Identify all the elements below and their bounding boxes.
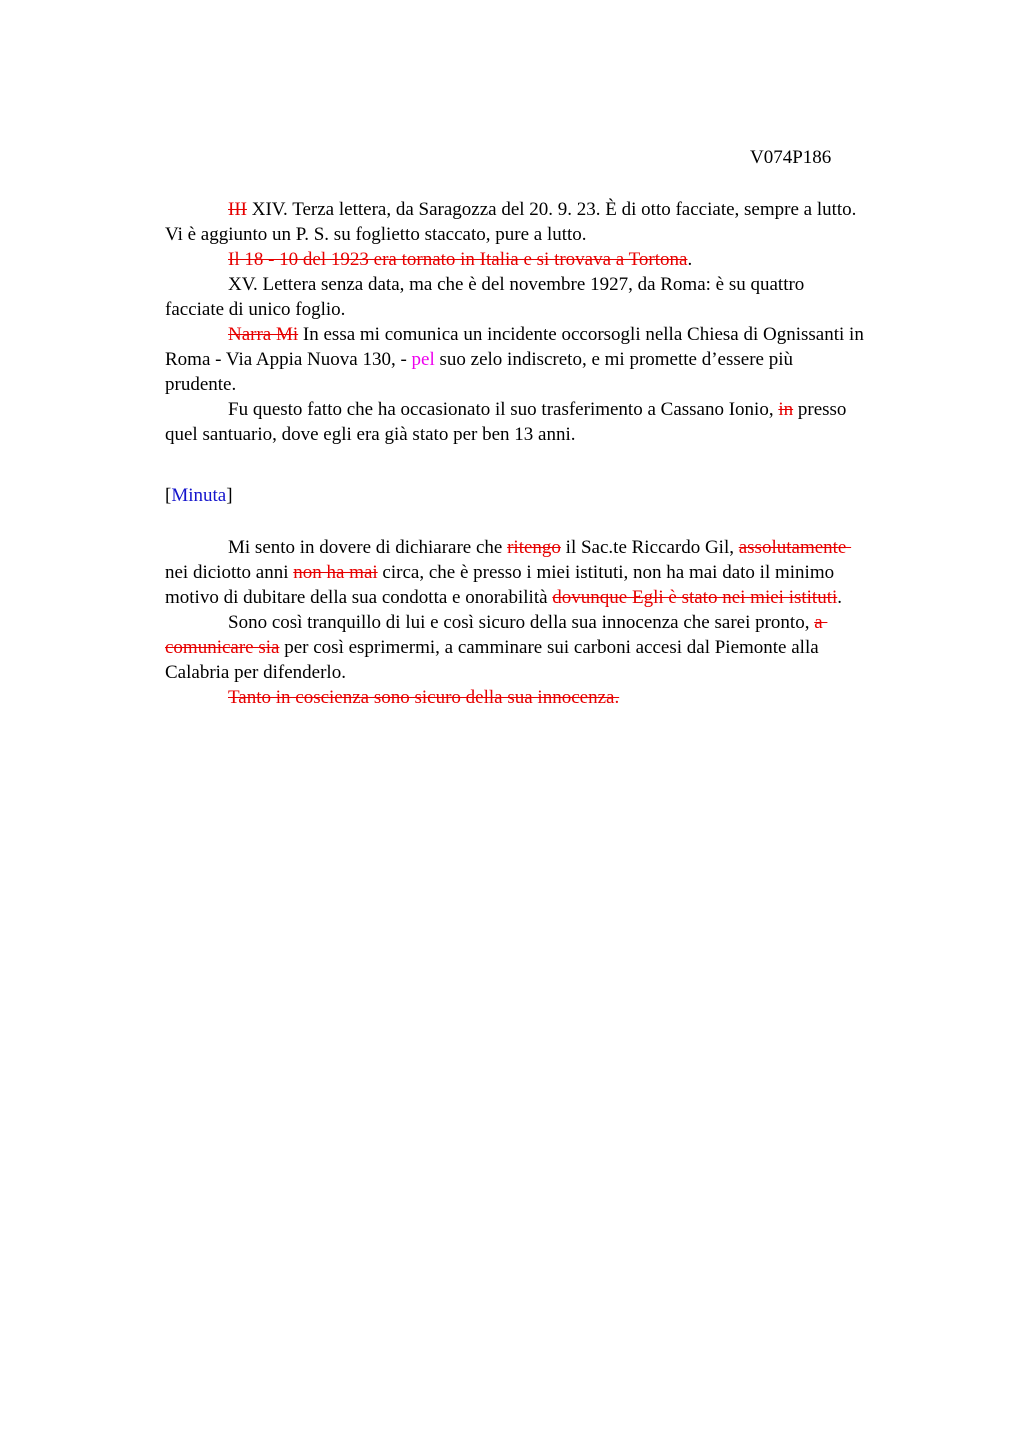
text-line — [165, 585, 985, 610]
text-line — [165, 372, 985, 397]
deleted-text: Il 18 - 10 del 1923 era tornato in Italia e si trovava a Tortona — [228, 249, 688, 270]
body-text: . — [837, 587, 843, 608]
body-text: Fu questo fatto che ha occasionato il suo trasferimento a Cassano Ionio, — [228, 399, 779, 420]
text-line — [165, 635, 985, 660]
paragraph — [165, 322, 985, 397]
text-line — [165, 197, 985, 222]
deleted-text: ritengo — [507, 537, 561, 558]
text-line — [165, 685, 985, 710]
text-line — [165, 297, 985, 322]
paragraph — [165, 397, 985, 447]
document-code: V074P186 — [750, 147, 832, 168]
body-text: quel santuario, dove egli era già stato per ben 13 anni. — [165, 424, 576, 445]
body-text: ] — [226, 485, 233, 506]
document-body — [165, 197, 985, 710]
body-text: per così esprimermi, a camminare sui carboni accesi dal Piemonte alla — [279, 637, 819, 658]
text-line — [165, 560, 985, 585]
deleted-text: Narra Mi — [228, 324, 299, 345]
text-line — [165, 247, 985, 272]
deleted-text: Tanto in coscienza sono sicuro della sua innocenza. — [228, 687, 620, 708]
deleted-text: comunicare sia — [165, 637, 280, 658]
body-text: Roma - Via Appia Nuova 130, - — [165, 349, 412, 370]
text-line — [165, 222, 985, 247]
paragraph — [165, 197, 985, 247]
text-line — [165, 610, 985, 635]
deleted-text: a — [814, 612, 828, 633]
deleted-text: assolutamente — [738, 537, 852, 558]
document-content — [165, 145, 985, 710]
text-line — [165, 322, 985, 347]
paragraph — [165, 272, 985, 322]
deleted-text: in — [778, 399, 794, 420]
text-line — [165, 347, 985, 372]
deleted-text: dovunque Egli è stato nei miei istituti — [552, 587, 838, 608]
body-text: XIV. Terza lettera, da Saragozza del 20. 9. 23. È di otto facciate, sempre a lutto. — [246, 199, 857, 220]
body-text: Calabria per difenderlo. — [165, 662, 346, 683]
text-line — [165, 422, 985, 447]
text-line — [165, 660, 985, 685]
body-text: presso — [793, 399, 847, 420]
body-text: In essa mi comunica un incidente occorsogli nella Chiesa di Ognissanti in — [298, 324, 864, 345]
paragraph — [165, 685, 985, 710]
paragraph — [165, 535, 985, 610]
deleted-text: non ha mai — [293, 562, 378, 583]
text-line — [165, 272, 985, 297]
body-text: nei diciotto anni — [165, 562, 294, 583]
body-text: XV. Lettera senza data, ma che è del novembre 1927, da Roma: è su quattro — [228, 274, 805, 295]
body-text: suo zelo indiscreto, e mi promette d’essere più — [434, 349, 794, 370]
text-line — [165, 397, 985, 422]
body-text: prudente. — [165, 374, 237, 395]
body-text: [ — [165, 485, 172, 506]
body-text: Sono così tranquillo di lui e così sicuro della sua innocenza che sarei pronto, — [228, 612, 815, 633]
body-text: circa, che è presso i miei istituti, non ha mai dato il minimo — [377, 562, 835, 583]
inserted-text: pel — [411, 349, 435, 370]
text-line — [165, 483, 985, 508]
body-text: motivo di dubitare della sua condotta e onorabilità — [165, 587, 553, 608]
text-line — [165, 535, 985, 560]
paragraph — [165, 483, 985, 508]
deleted-text: III — [228, 199, 247, 220]
body-text: il Sac.te Riccardo Gil, — [560, 537, 739, 558]
body-text: facciate di unico foglio. — [165, 299, 346, 320]
annotation-text: Minuta — [171, 485, 227, 506]
paragraph — [165, 247, 985, 272]
body-text: Mi sento in dovere di dichiarare che — [228, 537, 508, 558]
body-text: Vi è aggiunto un P. S. su foglietto staccato, pure a lutto. — [165, 224, 587, 245]
paragraph — [165, 610, 985, 685]
body-text: . — [687, 249, 693, 270]
